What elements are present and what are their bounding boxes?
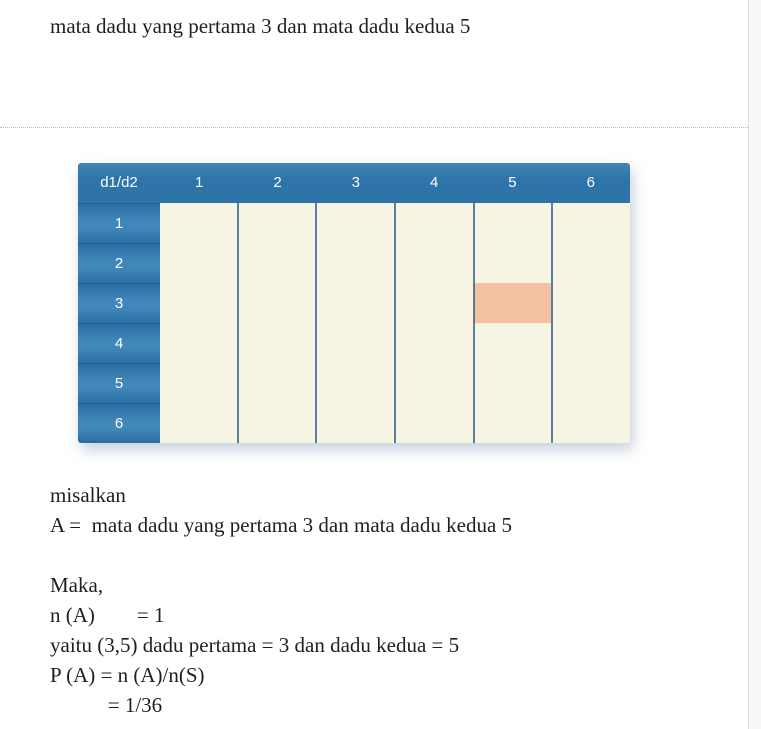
table-cell	[473, 363, 552, 403]
row-header-4: 4	[78, 323, 160, 363]
solution-line: P (A) = n (A)/n(S)	[50, 663, 205, 687]
table-cell	[315, 243, 394, 283]
solution-line: misalkan	[50, 483, 126, 507]
table-cell-highlighted	[473, 283, 552, 323]
table-row	[78, 243, 630, 283]
table-cell	[551, 203, 630, 243]
table-row	[78, 403, 630, 443]
table-cell	[551, 243, 630, 283]
table-cell	[237, 323, 316, 363]
row-header-2: 2	[78, 243, 160, 283]
table-cell	[551, 403, 630, 443]
solution-line: Maka,	[50, 573, 104, 597]
table-cell	[237, 243, 316, 283]
table-cell	[394, 323, 473, 363]
solution-line: yaitu (3,5) dadu pertama = 3 dan dadu kedua = 5	[50, 633, 460, 657]
col-header-6: 6	[586, 174, 595, 191]
table-cell	[315, 323, 394, 363]
table-row	[78, 283, 630, 323]
scrollbar-track[interactable]	[748, 0, 761, 729]
row-header-6: 6	[78, 403, 160, 443]
table-cell	[473, 323, 552, 363]
solution-line: = 1/36	[50, 693, 163, 717]
col-header-5: 5	[508, 174, 517, 191]
table-cell	[315, 403, 394, 443]
table-cell	[315, 283, 394, 323]
table-cell	[237, 203, 316, 243]
col-header-2: 2	[273, 174, 282, 191]
table-cell	[160, 283, 237, 323]
table-cell	[394, 403, 473, 443]
row-header-1: 1	[78, 203, 160, 243]
table-cell	[551, 283, 630, 323]
solution-line-blank	[50, 540, 512, 570]
col-header-3: 3	[351, 174, 360, 191]
table-cell	[473, 403, 552, 443]
table-cell	[315, 363, 394, 403]
table-row	[78, 323, 630, 363]
table-cell	[160, 323, 237, 363]
table-cell	[394, 363, 473, 403]
table-row	[78, 203, 630, 243]
col-header-1: 1	[194, 174, 204, 191]
col-header-4: 4	[429, 174, 439, 191]
table-cell	[237, 283, 316, 323]
table-corner-label: d1/d2	[100, 174, 138, 191]
table-cell	[237, 363, 316, 403]
question-text: mata dadu yang pertama 3 dan mata dadu kedua 5	[50, 14, 471, 38]
table-cell	[160, 243, 237, 283]
section-divider	[0, 127, 748, 128]
table-cell	[394, 283, 473, 323]
table-cell	[473, 203, 552, 243]
table-row	[78, 363, 630, 403]
row-header-3: 3	[78, 283, 160, 323]
table-cell	[473, 243, 552, 283]
table-cell	[160, 203, 237, 243]
solution-line: A = mata dadu yang pertama 3 dan mata dadu kedua 5	[50, 513, 513, 537]
table-cell	[551, 363, 630, 403]
solution-line: n (A) = 1	[50, 603, 165, 627]
table-header-row	[78, 163, 630, 203]
table-cell	[551, 323, 630, 363]
dice-outcome-table	[78, 163, 630, 443]
table-cell	[394, 203, 473, 243]
table-cell	[160, 403, 237, 443]
solution-text	[50, 480, 512, 720]
table-cell	[237, 403, 316, 443]
table-cell	[394, 243, 473, 283]
row-header-5: 5	[78, 363, 160, 403]
table-cell	[160, 363, 237, 403]
table-cell	[315, 203, 394, 243]
